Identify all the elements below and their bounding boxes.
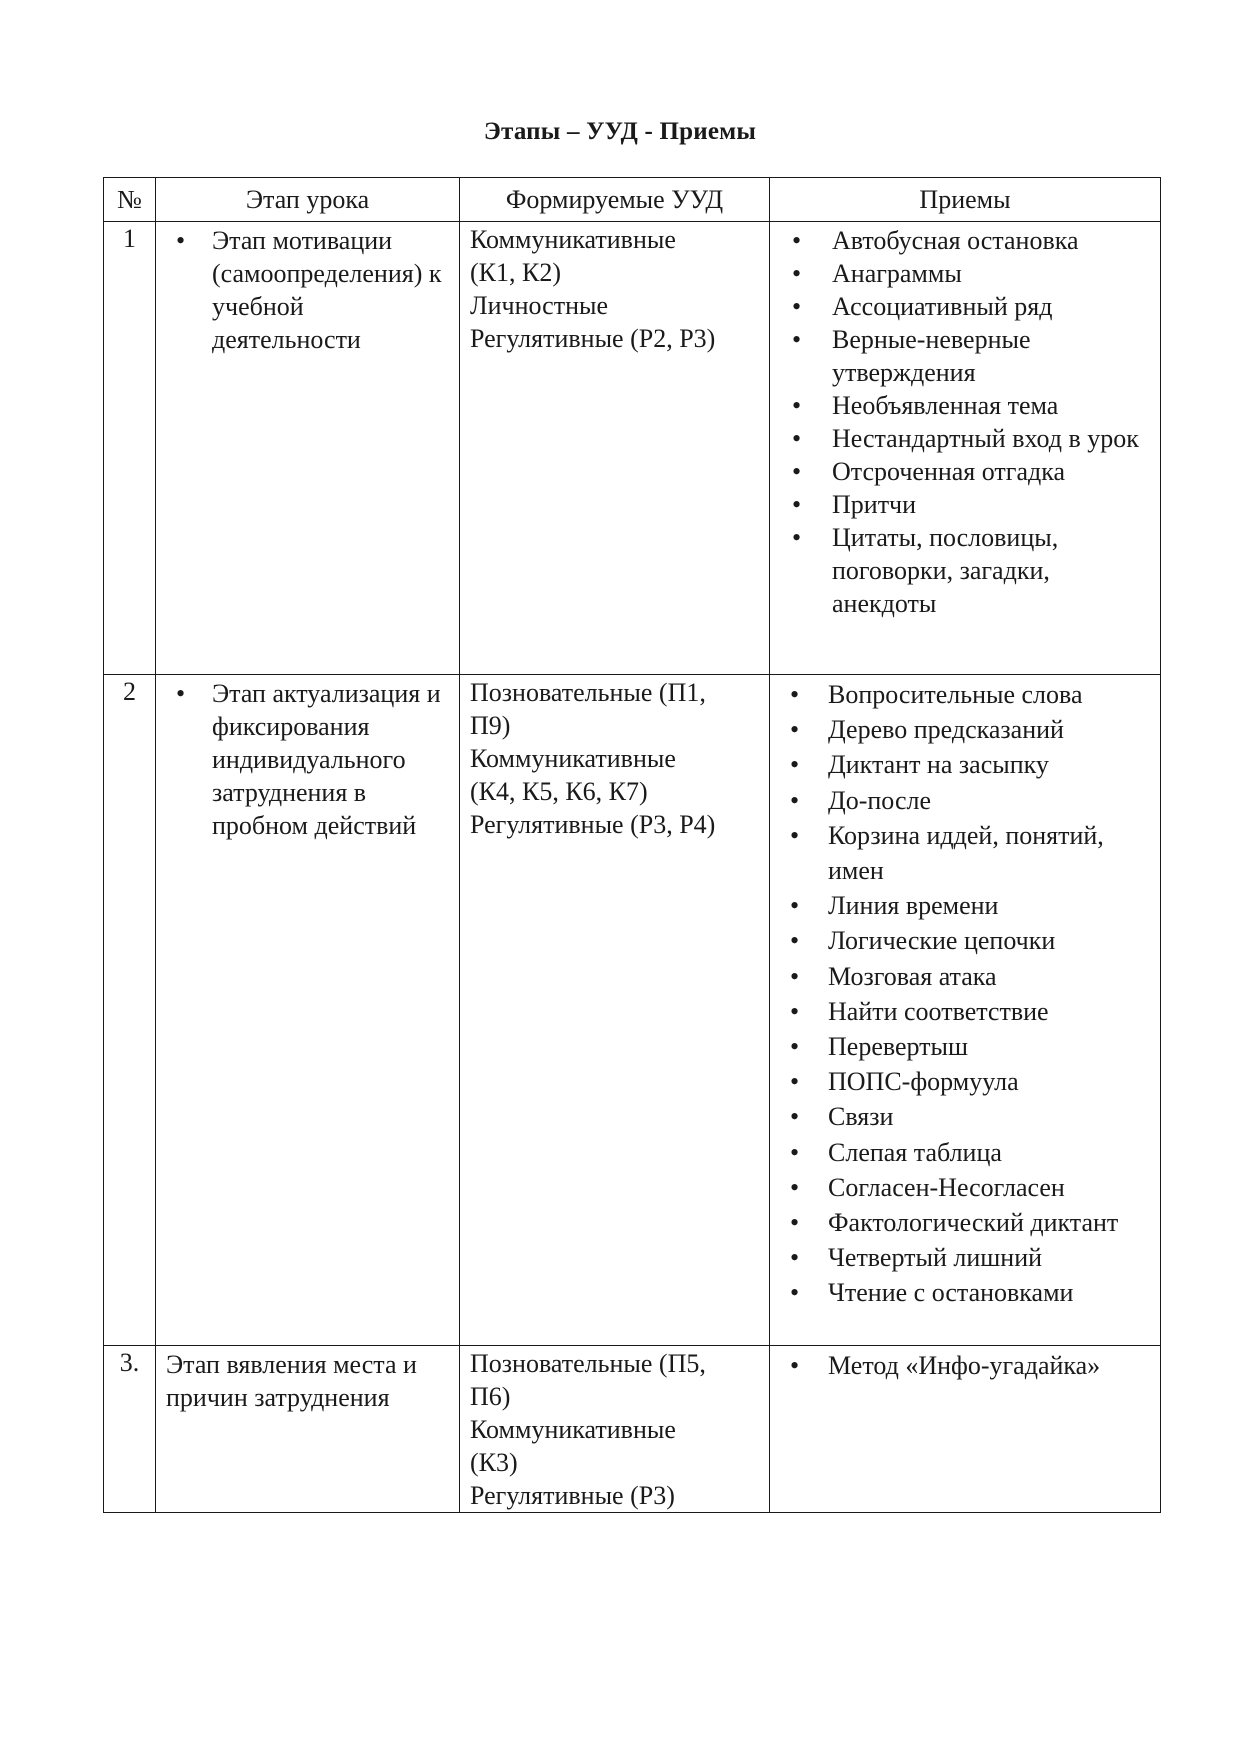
list-item: • Чтение с остановками [790,1275,1154,1310]
bullet-icon [792,323,832,389]
header-techniques: Приемы [770,178,1161,222]
techniques-list [770,222,1160,620]
bullet-icon [792,521,832,620]
stages-table [103,177,1161,1513]
list-item: • Анаграммы [792,257,1154,290]
bullet-icon [792,224,832,257]
bullet-icon [792,389,832,422]
uud-line: П9) [470,711,511,740]
bullet-icon [790,747,828,782]
table-row [104,222,1161,675]
list-item: • Четвертый лишний [790,1240,1154,1275]
stage-text: Этап мотивации (самоопределения) к учебной деятельности [212,226,442,354]
uud-line: (К4, К5, К6, К7) [470,777,648,806]
list-item: • До-после [790,783,1154,818]
bullet-icon [790,677,828,712]
bullet-icon [790,1170,828,1205]
bullet-icon [790,923,828,958]
bullet-icon [790,783,828,818]
bullet-icon [176,224,212,356]
stage-text: Этап вявления места и причин затруднения [166,1350,417,1412]
list-item: • Линия времени [790,888,1154,923]
bullet-icon [790,1348,828,1383]
uud-cell [460,222,770,675]
list-item: • Автобусная остановка [792,224,1154,257]
bullet-icon [790,1205,828,1240]
list-item: • Ассоциативный ряд [792,290,1154,323]
bullet-icon [790,1064,828,1099]
row-number: 3. [104,1346,156,1513]
bullet-icon [790,1275,828,1310]
uud-line: Личностные [470,291,609,320]
bullet-icon [792,488,832,521]
table-row [104,675,1161,1346]
bullet-icon [792,257,832,290]
bullet-icon [792,290,832,323]
uud-line: Позновательные (П5, [470,1349,706,1378]
header-stage: Этап урока [156,178,460,222]
bullet-icon [790,1099,828,1134]
uud-line: Регулятивные (Р3, Р4) [470,810,716,839]
list-item: • Слепая таблица [790,1135,1154,1170]
list-item: • Дерево предсказаний [790,712,1154,747]
stage-cell [156,222,460,675]
bullet-icon [790,712,828,747]
list-item: • Метод «Инфо-угадайка» [790,1348,1154,1383]
list-item: • Перевертыш [790,1029,1154,1064]
techniques-cell [770,1346,1161,1513]
page-title: Этапы – УУД - Приемы [483,118,757,145]
stage-text: Этап актуализация и фиксирования индивидуального затруднения в пробном действий [212,679,441,840]
list-item: • Необъявленная тема [792,389,1154,422]
list-item: • Согласен-Несогласен [790,1170,1154,1205]
list-item: • Нестандартный вход в урок [792,422,1154,455]
uud-line: Регулятивные (Р2, Р3) [470,324,716,353]
bullet-icon [790,818,828,888]
list-item: • ПОПС-формуула [790,1064,1154,1099]
uud-line: (К3) [470,1448,518,1477]
techniques-list [770,675,1160,1311]
row-number: 2 [104,675,156,1346]
list-item: • Логические цепочки [790,923,1154,958]
uud-cell [460,1346,770,1513]
bullet-icon [790,888,828,923]
techniques-list [770,1346,1160,1383]
list-item: • Притчи [792,488,1154,521]
bullet-icon [176,677,212,842]
bullet-icon [792,455,832,488]
uud-line: Позновательные (П1, [470,678,706,707]
uud-line: Коммуникативные [470,744,676,773]
list-item: • Верные-неверные утверждения [792,323,1154,389]
uud-line: Коммуникативные [470,1415,676,1444]
uud-line: (К1, К2) [470,258,561,287]
header-uud: Формируемые УУД [460,178,770,222]
stage-cell [156,675,460,1346]
list-item: • Найти соответствие [790,994,1154,1029]
bullet-icon [790,959,828,994]
table-header-row [104,178,1161,222]
bullet-icon [790,1135,828,1170]
uud-line: Регулятивные (Р3) [470,1481,675,1510]
row-number: 1 [104,222,156,675]
list-item: • Диктант на засыпку [790,747,1154,782]
list-item: • Связи [790,1099,1154,1134]
techniques-cell [770,675,1161,1346]
list-item: • Отсроченная отгадка [792,455,1154,488]
list-item: • Фактологический диктант [790,1205,1154,1240]
table-row [104,1346,1161,1513]
list-item: • Корзина иддей, понятий, имен [790,818,1154,888]
header-number: № [104,178,156,222]
uud-cell [460,675,770,1346]
stage-cell [156,1346,460,1513]
list-item: • Цитаты, пословицы, поговорки, загадки, анекдоты [792,521,1154,620]
bullet-icon [790,1240,828,1275]
list-item: • Вопросительные слова [790,677,1154,712]
uud-line: П6) [470,1382,511,1411]
bullet-icon [792,422,832,455]
bullet-icon [790,1029,828,1064]
list-item: • Мозговая атака [790,959,1154,994]
bullet-icon [790,994,828,1029]
techniques-cell [770,222,1161,675]
uud-line: Коммуникативные [470,225,676,254]
